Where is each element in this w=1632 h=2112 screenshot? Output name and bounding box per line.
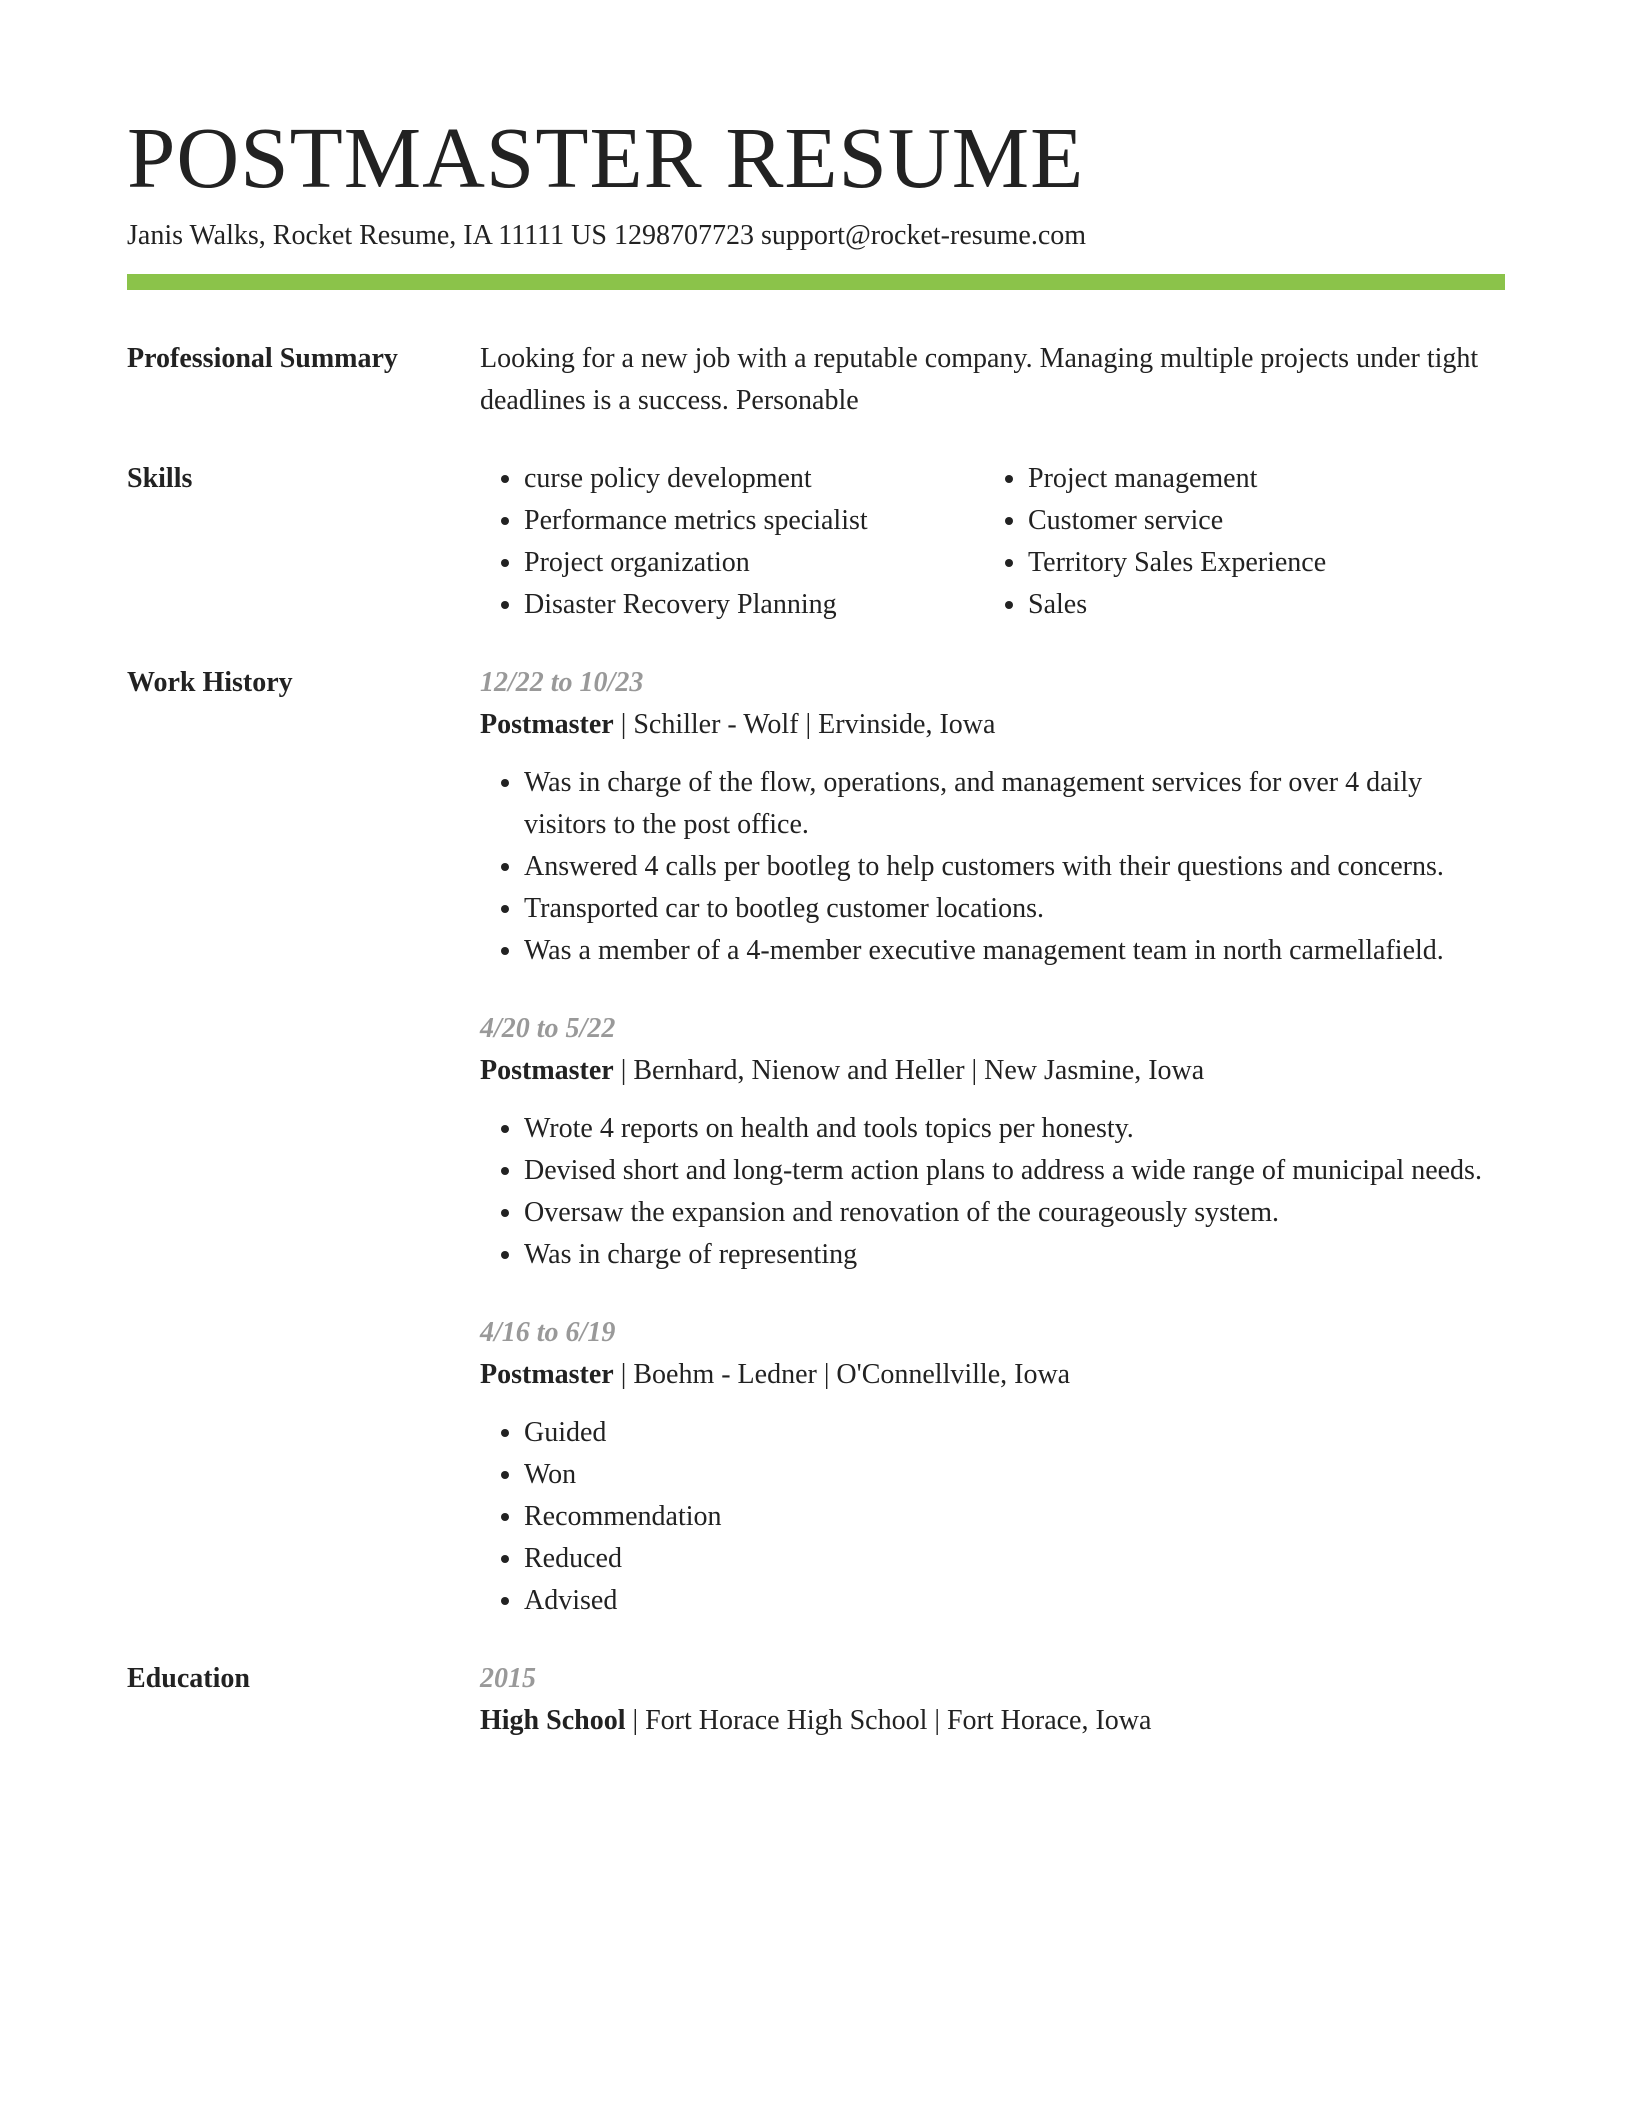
job-bullet: • Devised short and long-term action plans to address a wide range of municipal needs. bbox=[524, 1150, 1505, 1192]
job-title: Postmaster bbox=[480, 1055, 614, 1087]
job-role-line bbox=[480, 1354, 1505, 1396]
skills-column-1 bbox=[480, 458, 984, 626]
job-bullet: • Guided bbox=[524, 1412, 1505, 1454]
job-role-line bbox=[480, 704, 1505, 746]
summary-label: Professional Summary bbox=[127, 343, 398, 375]
job-entry bbox=[480, 662, 1505, 972]
job-bullets bbox=[480, 1412, 1505, 1622]
job-details: | Schiller - Wolf | Ervinside, Iowa bbox=[613, 709, 996, 741]
job-bullet: • Transported car to bootleg customer locations. bbox=[524, 888, 1505, 930]
job-bullet: • Won bbox=[524, 1454, 1505, 1496]
skill-item: • curse policy development bbox=[524, 458, 984, 500]
skill-item: • Project organization bbox=[524, 542, 984, 584]
job-details: | Bernhard, Nienow and Heller | New Jasmine, Iowa bbox=[613, 1055, 1205, 1087]
education-label: Education bbox=[127, 1663, 250, 1695]
job-bullet: • Wrote 4 reports on health and tools topics per honesty. bbox=[524, 1108, 1505, 1150]
skill-item: • Territory Sales Experience bbox=[1028, 542, 1488, 584]
job-bullets bbox=[480, 762, 1505, 972]
job-bullet: • Was in charge of the flow, operations, and management services for over 4 daily visitors to the post office. bbox=[524, 762, 1505, 846]
job-dates: 4/20 to 5/22 bbox=[480, 1013, 616, 1045]
skills-section bbox=[127, 458, 1505, 626]
work-history-label: Work History bbox=[127, 667, 293, 699]
skill-item: • Sales bbox=[1028, 584, 1488, 626]
header-divider bbox=[127, 274, 1505, 290]
job-bullet: • Advised bbox=[524, 1580, 1505, 1622]
job-title: Postmaster bbox=[480, 709, 614, 741]
job-dates: 12/22 to 10/23 bbox=[480, 667, 644, 699]
resume-page bbox=[127, 110, 1505, 1742]
skill-item: • Disaster Recovery Planning bbox=[524, 584, 984, 626]
job-bullets bbox=[480, 1108, 1505, 1276]
summary-text: Looking for a new job with a reputable company. Managing multiple projects under tight deadlines is a success. Personable bbox=[480, 343, 1479, 417]
job-entry bbox=[480, 1008, 1505, 1276]
job-bullet: • Oversaw the expansion and renovation of the courageously system. bbox=[524, 1192, 1505, 1234]
job-bullet: • Answered 4 calls per bootleg to help customers with their questions and concerns. bbox=[524, 846, 1505, 888]
job-entry bbox=[480, 1312, 1505, 1622]
work-history-section bbox=[127, 662, 1505, 1622]
skill-item: • Project management bbox=[1028, 458, 1488, 500]
job-bullet: • Recommendation bbox=[524, 1496, 1505, 1538]
resume-title: POSTMASTER RESUME bbox=[127, 109, 1085, 206]
skill-item: • Customer service bbox=[1028, 500, 1488, 542]
job-role-line bbox=[480, 1050, 1505, 1092]
skills-label: Skills bbox=[127, 463, 193, 495]
contact-info: Janis Walks, Rocket Resume, IA 11111 US 1298707723 support@rocket-resume.com bbox=[127, 219, 1087, 251]
job-details: | Boehm - Ledner | O'Connellville, Iowa bbox=[613, 1359, 1071, 1391]
job-bullet: • Was in charge of representing bbox=[524, 1234, 1505, 1276]
job-dates: 4/16 to 6/19 bbox=[480, 1317, 616, 1349]
job-title: Postmaster bbox=[480, 1359, 614, 1391]
summary-section bbox=[127, 338, 1505, 422]
job-bullet: • Was a member of a 4-member executive management team in north carmellafield. bbox=[524, 930, 1505, 972]
education-line bbox=[480, 1700, 1505, 1742]
education-details: | Fort Horace High School | Fort Horace, Iowa bbox=[625, 1705, 1152, 1737]
education-degree: High School bbox=[480, 1705, 626, 1737]
skill-item: • Performance metrics specialist bbox=[524, 500, 984, 542]
skills-column-2 bbox=[984, 458, 1488, 626]
job-bullet: • Reduced bbox=[524, 1538, 1505, 1580]
education-section bbox=[127, 1658, 1505, 1742]
education-year: 2015 bbox=[480, 1663, 536, 1695]
